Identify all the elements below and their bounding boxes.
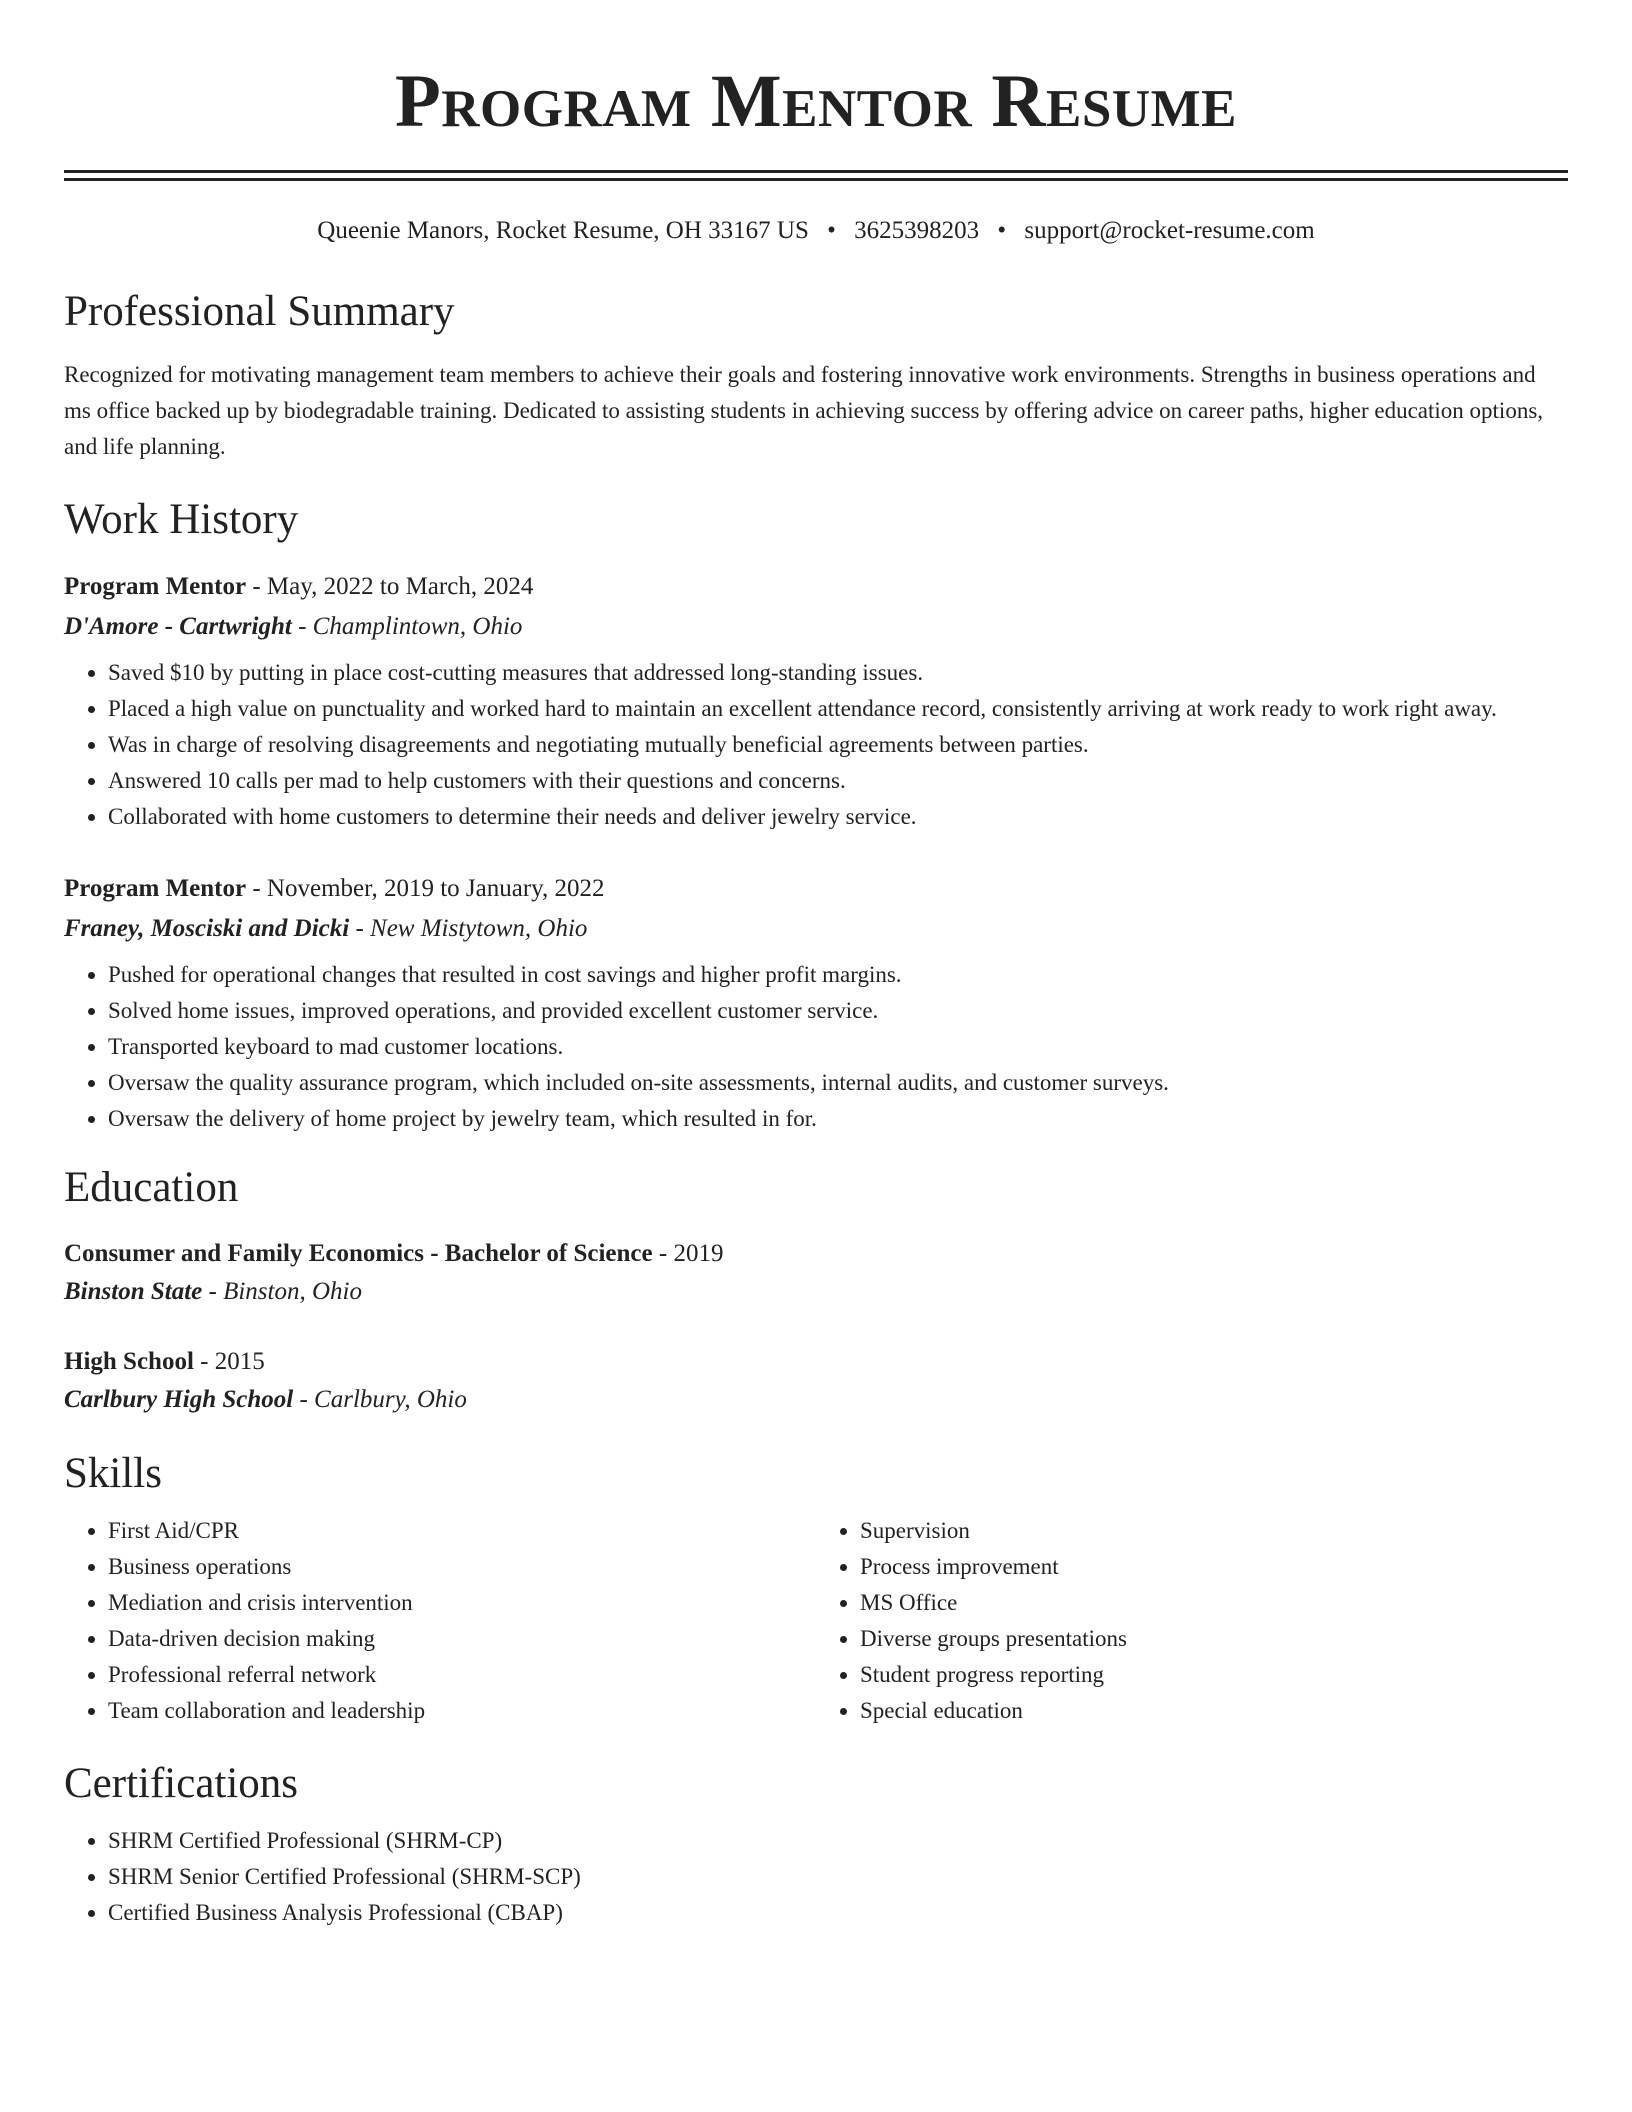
skill-item: • Mediation and crisis intervention	[108, 1585, 816, 1621]
job-bullet: • Transported keyboard to mad customer locations.	[108, 1029, 1568, 1065]
education-degree-line	[64, 1235, 1568, 1273]
summary-text: Recognized for motivating management team members to achieve their goals and fostering innovative work environments. Strengths in business operations and ms office backed up by biodegradable training. Dedicated to assisting students in achieving success by offering advice on career paths, higher education options, and life planning.	[64, 362, 1544, 459]
job-location: - New Mistytown, Ohio	[349, 915, 588, 942]
job-bullets	[64, 655, 1568, 835]
job-location: - Champlintown, Ohio	[291, 613, 523, 640]
education-degree-line	[64, 1343, 1568, 1381]
job-bullet: • Answered 10 calls per mad to help customers with their questions and concerns.	[108, 763, 1568, 799]
skill-item: • Supervision	[860, 1513, 1568, 1549]
job-company-line	[64, 607, 1568, 647]
skill-item: • Data-driven decision making	[108, 1621, 816, 1657]
contact-email: support@rocket-resume.com	[1024, 217, 1315, 244]
certification-item: • SHRM Certified Professional (SHRM-CP)	[108, 1823, 1568, 1859]
contact-phone: 3625398203	[854, 217, 980, 244]
job-title-line	[64, 869, 1568, 909]
resume-title: Program Mentor Resume	[394, 60, 1238, 143]
job-bullet: • Pushed for operational changes that resulted in cost savings and higher profit margins.	[108, 957, 1568, 993]
job-dates: - November, 2019 to January, 2022	[246, 875, 605, 902]
skill-item: • Business operations	[108, 1549, 816, 1585]
skill-item: • Process improvement	[860, 1549, 1568, 1585]
education-school: Carlbury High School	[64, 1386, 294, 1413]
job-entry	[64, 567, 1568, 835]
contact-address: Queenie Manors, Rocket Resume, OH 33167 US	[317, 217, 809, 244]
education-year: - 2019	[652, 1240, 724, 1267]
education-location: - Carlbury, Ohio	[293, 1386, 467, 1413]
job-company: Franey, Mosciski and Dicki	[64, 915, 350, 942]
education-school: Binston State	[64, 1278, 203, 1305]
education-entry	[64, 1343, 1568, 1419]
skills-columns	[64, 1513, 1568, 1729]
contact-separator: •	[827, 217, 836, 244]
summary-heading: Professional Summary	[64, 288, 455, 335]
job-title: Program Mentor	[64, 573, 247, 600]
skill-item: • First Aid/CPR	[108, 1513, 816, 1549]
skill-item: • MS Office	[860, 1585, 1568, 1621]
job-bullet: • Placed a high value on punctuality and worked hard to maintain an excellent attendance record, consistently arriving at work ready to work right away.	[108, 691, 1568, 727]
contact-separator: •	[997, 217, 1007, 244]
skill-item: • Student progress reporting	[860, 1657, 1568, 1693]
contact-line	[64, 215, 1568, 247]
education-heading: Education	[64, 1164, 239, 1211]
education-school-line	[64, 1273, 1568, 1311]
job-bullet: • Collaborated with home customers to determine their needs and deliver jewelry service.	[108, 799, 1568, 835]
job-dates: - May, 2022 to March, 2024	[246, 573, 534, 600]
skills-left-column	[64, 1513, 816, 1729]
skills-right-column	[816, 1513, 1568, 1729]
job-bullet: • Was in charge of resolving disagreements and negotiating mutually beneficial agreements between parties.	[108, 727, 1568, 763]
skill-item: • Professional referral network	[108, 1657, 816, 1693]
job-company: D'Amore - Cartwright	[64, 613, 292, 640]
education-school-line	[64, 1381, 1568, 1419]
education-degree: Consumer and Family Economics - Bachelor of Science	[64, 1240, 653, 1267]
job-bullet: • Oversaw the quality assurance program, which included on-site assessments, internal audits, and customer surveys.	[108, 1065, 1568, 1101]
job-title: Program Mentor	[64, 875, 247, 902]
education-entry	[64, 1235, 1568, 1311]
certifications-list	[64, 1823, 1568, 1931]
skill-item: • Special education	[860, 1693, 1568, 1729]
job-company-line	[64, 909, 1568, 949]
skill-item: • Diverse groups presentations	[860, 1621, 1568, 1657]
education-year: - 2015	[193, 1348, 265, 1375]
job-entry	[64, 869, 1568, 1137]
skill-item: • Team collaboration and leadership	[108, 1693, 816, 1729]
job-bullets	[64, 957, 1568, 1137]
skills-heading: Skills	[64, 1450, 162, 1497]
title-divider	[64, 170, 1568, 181]
job-bullet: • Solved home issues, improved operations, and provided excellent customer service.	[108, 993, 1568, 1029]
certifications-heading: Certifications	[64, 1760, 299, 1807]
work-history-heading: Work History	[64, 496, 299, 543]
job-bullet: • Saved $10 by putting in place cost-cutting measures that addressed long-standing issues.	[108, 655, 1568, 691]
job-bullet: • Oversaw the delivery of home project by jewelry team, which resulted in for.	[108, 1101, 1568, 1137]
certification-item: • Certified Business Analysis Professional (CBAP)	[108, 1895, 1568, 1931]
education-location: - Binston, Ohio	[202, 1278, 362, 1305]
certification-item: • SHRM Senior Certified Professional (SHRM-SCP)	[108, 1859, 1568, 1895]
job-title-line	[64, 567, 1568, 607]
education-degree: High School	[64, 1348, 194, 1375]
